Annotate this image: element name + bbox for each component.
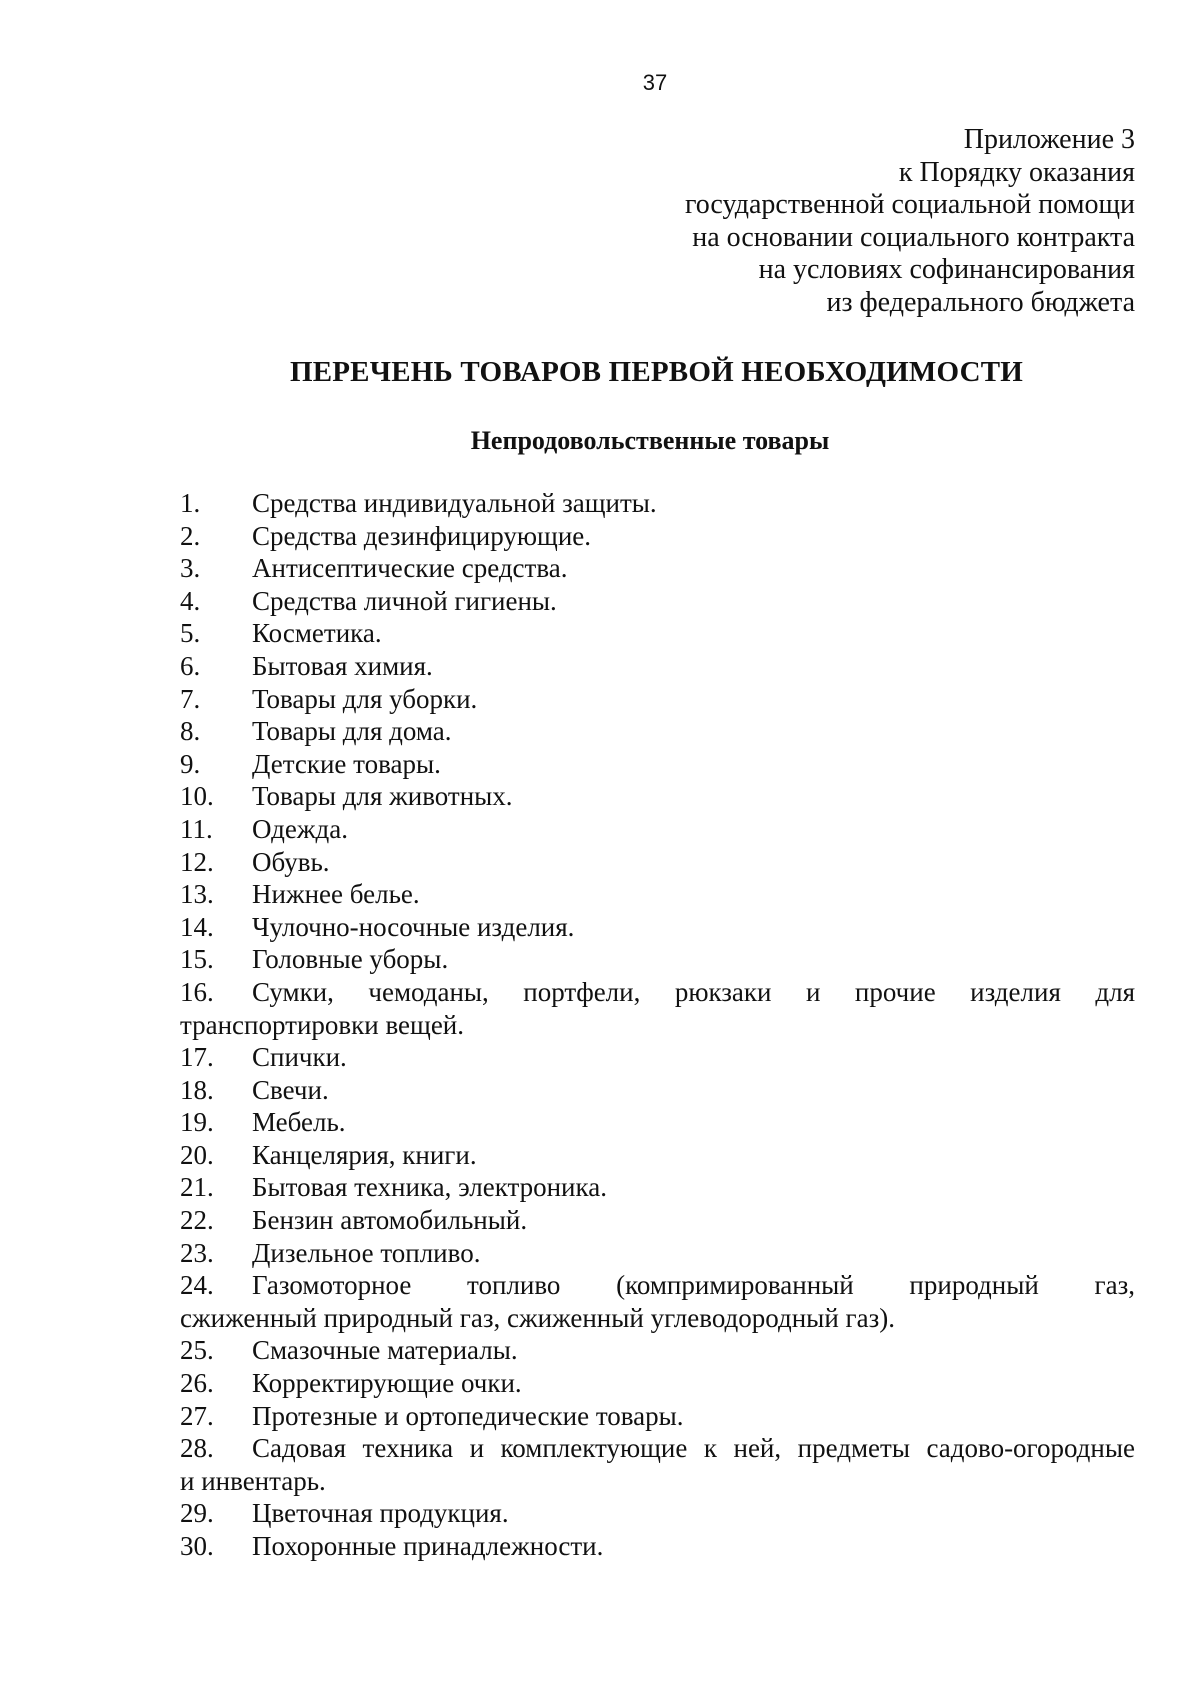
list-item [180, 1237, 1135, 1270]
list-item [180, 1074, 1135, 1107]
section-subtitle: Непродовольственные товары [470, 426, 830, 455]
list-item-number: 17. [180, 1042, 214, 1073]
list-item-text: Канцелярия, книги. [252, 1139, 477, 1170]
list-item-number: 4. [180, 585, 201, 616]
list-item-number: 24. [180, 1270, 214, 1301]
list-item-line [180, 976, 1135, 1009]
list-item [180, 1400, 1135, 1433]
list-item-number: 30. [180, 1531, 214, 1561]
list-item [180, 1367, 1135, 1400]
page-number: 37 [642, 70, 668, 95]
list-item-text: Корректирующие очки. [252, 1368, 522, 1399]
list-item-number: 25. [180, 1335, 214, 1366]
list-item-text: Смазочные материалы. [252, 1335, 518, 1366]
list-item-text: Бытовая техника, электроника. [252, 1172, 607, 1203]
list-item-number: 21. [180, 1172, 214, 1203]
list-item-number: 22. [180, 1205, 214, 1236]
goods-list [180, 487, 1135, 1563]
list-item-text: Дизельное топливо. [252, 1237, 481, 1268]
list-item-continuation: и инвентарь. [180, 1465, 326, 1496]
list-item-number: 8. [180, 716, 201, 747]
list-item [180, 552, 1135, 585]
list-item-number: 11. [180, 813, 213, 844]
list-item-number: 16. [180, 976, 214, 1007]
list-item-text: Косметика. [252, 618, 382, 649]
list-item-text: Детские товары. [252, 748, 441, 779]
list-item-text: Спички. [252, 1042, 347, 1073]
list-item-number: 12. [180, 846, 214, 877]
list-item-text: Чулочно-носочные изделия. [252, 911, 575, 942]
list-item-text: Средства дезинфицирующие. [252, 520, 592, 551]
list-item-text: Садовая техника и комплектующие к ней, предметы садово-огородные [252, 1433, 1135, 1464]
list-item [180, 846, 1135, 879]
list-item-text: Бензин автомобильный. [252, 1205, 528, 1236]
list-item [180, 1139, 1135, 1172]
appendix-line: на основании социального контракта [692, 221, 1135, 253]
list-item [180, 487, 1135, 520]
list-item-number: 19. [180, 1107, 214, 1138]
list-item-number: 15. [180, 944, 214, 975]
list-item-line [180, 1432, 1135, 1465]
list-item-line [180, 1269, 1135, 1302]
list-item [180, 1497, 1135, 1530]
list-item-text: Товары для животных. [252, 781, 513, 812]
list-item-text: Антисептические средства. [252, 553, 568, 584]
list-item-number: 18. [180, 1074, 214, 1105]
list-item-text: Товары для дома. [252, 716, 452, 747]
list-item-text: Товары для уборки. [252, 683, 478, 714]
list-item-number: 14. [180, 911, 214, 942]
appendix-line: Приложение 3 [963, 124, 1135, 155]
list-item [180, 780, 1135, 813]
list-item-number: 3. [180, 553, 201, 584]
document-title: ПЕРЕЧЕНЬ ТОВАРОВ ПЕРВОЙ НЕОБХОДИМОСТИ [289, 356, 1024, 388]
appendix-line: на условиях софинансирования [758, 254, 1135, 285]
list-item-number: 13. [180, 879, 214, 910]
appendix-line: из федерального бюджета [826, 286, 1135, 318]
list-item [180, 617, 1135, 650]
list-item [180, 1041, 1135, 1074]
list-item-text: Цветочная продукция. [252, 1498, 509, 1529]
appendix-line: государственной социальной помощи [684, 189, 1135, 220]
list-item [180, 1171, 1135, 1204]
list-item [180, 748, 1135, 781]
list-item [180, 1106, 1135, 1139]
list-item-text: Одежда. [252, 813, 348, 844]
list-item [180, 683, 1135, 716]
list-item-continuation: транспортировки вещей. [180, 1009, 465, 1040]
list-item-text: Газомоторное топливо (компримированный природный газ, [252, 1270, 1135, 1301]
appendix-header [685, 124, 1135, 319]
list-item [180, 1530, 1135, 1563]
list-item-number: 2. [180, 520, 201, 551]
list-item-number: 6. [180, 650, 201, 681]
list-item-text: Протезные и ортопедические товары. [252, 1400, 684, 1431]
list-item [180, 1269, 1135, 1334]
list-item [180, 1334, 1135, 1367]
list-item-text: Сумки, чемоданы, портфели, рюкзаки и прочие изделия для [252, 976, 1135, 1007]
appendix-line: к Порядку оказания [898, 156, 1135, 188]
list-item-number: 10. [180, 781, 214, 812]
list-item-text: Нижнее белье. [252, 879, 420, 910]
list-item-text: Обувь. [252, 846, 330, 877]
list-item [180, 976, 1135, 1041]
list-item [180, 943, 1135, 976]
list-item-number: 5. [180, 618, 201, 649]
list-item-text: Похоронные принадлежности. [252, 1531, 604, 1561]
list-item [180, 1432, 1135, 1497]
list-item [180, 650, 1135, 683]
list-item [180, 585, 1135, 618]
list-item-number: 23. [180, 1237, 214, 1268]
list-item-number: 28. [180, 1433, 214, 1464]
list-item-continuation: сжиженный природный газ, сжиженный углеводородный газ). [180, 1302, 895, 1333]
list-item-number: 7. [180, 683, 201, 714]
list-item-number: 9. [180, 748, 201, 779]
list-item [180, 520, 1135, 553]
list-item-number: 1. [180, 488, 201, 518]
list-item-text: Мебель. [252, 1107, 346, 1138]
list-item-text: Свечи. [252, 1074, 329, 1105]
list-item [180, 813, 1135, 846]
list-item-number: 27. [180, 1400, 214, 1431]
list-item-number: 20. [180, 1139, 214, 1170]
list-item [180, 1204, 1135, 1237]
list-item-number: 26. [180, 1368, 214, 1399]
list-item-text: Средства личной гигиены. [252, 585, 557, 616]
list-item-text: Бытовая химия. [252, 650, 433, 681]
list-item [180, 878, 1135, 911]
list-item-number: 29. [180, 1498, 214, 1529]
list-item [180, 911, 1135, 944]
list-item [180, 715, 1135, 748]
list-item-text: Головные уборы. [252, 944, 449, 975]
list-item-text: Средства индивидуальной защиты. [252, 488, 657, 518]
